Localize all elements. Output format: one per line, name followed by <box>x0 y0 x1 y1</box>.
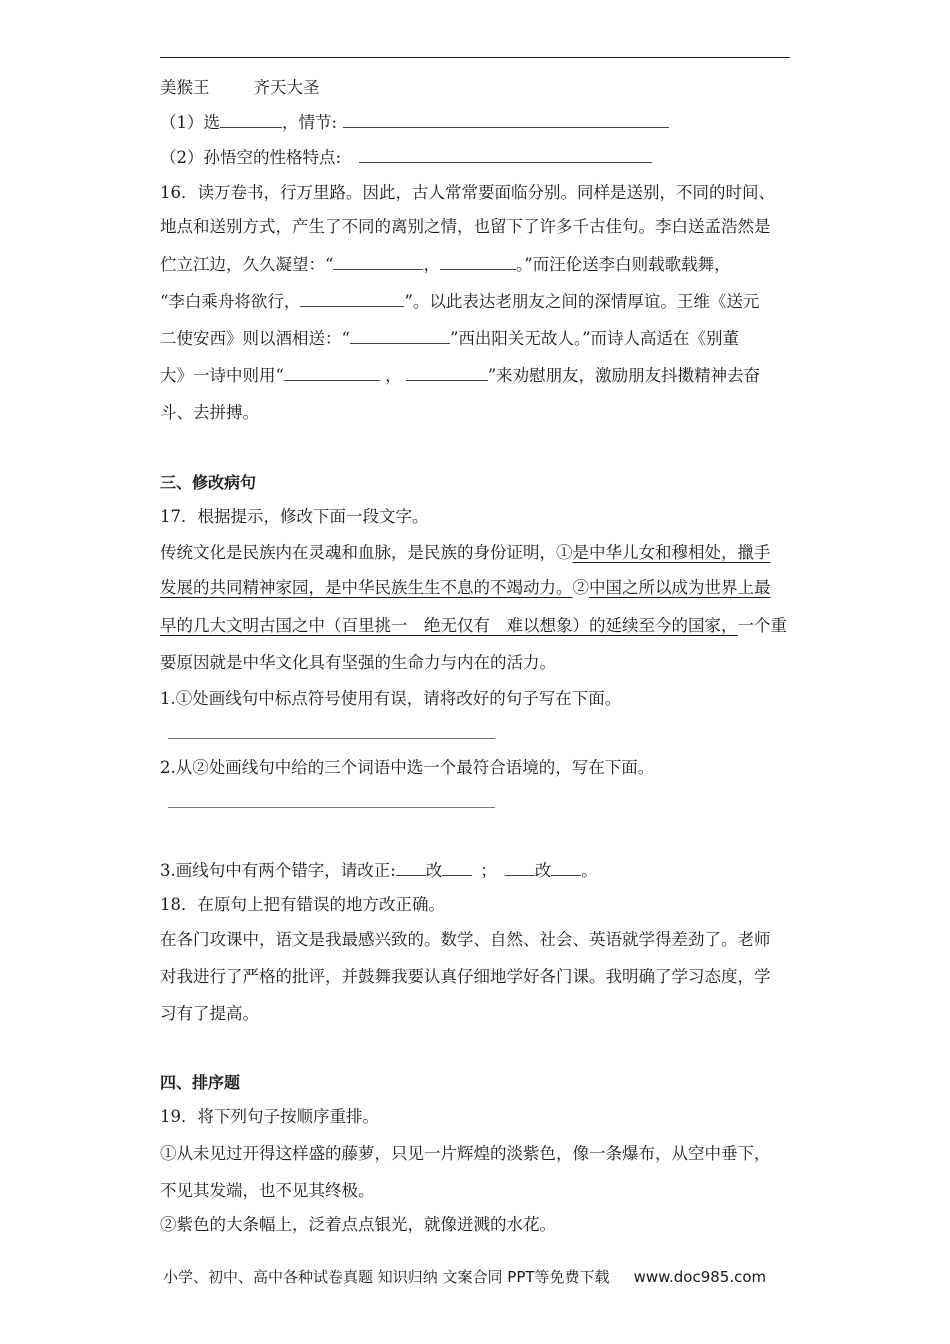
section-heading: 四、排序题 <box>160 1073 241 1092</box>
wrong-char-blank-2[interactable] <box>505 861 535 876</box>
q17-text: ② <box>572 578 589 597</box>
underlined-text: 发展的共同精神家园，是中华民族生生不息的不竭动力。 <box>160 578 573 597</box>
q18-prompt: 18．在原句上把有错误的地方改正确。 <box>160 895 445 914</box>
q16-text: 大》一诗中则用“ <box>160 366 284 385</box>
sub1-mid: ，情节: <box>282 113 338 132</box>
q16-line3 <box>160 255 731 275</box>
q17-text: 。 <box>581 861 598 880</box>
q15-options <box>160 78 320 98</box>
q16-line7 <box>160 403 259 423</box>
q17-para-line4: 要原因就是中华文化具有坚强的生命力与内在的活力。 <box>160 653 556 672</box>
q16-text: ， <box>423 255 440 274</box>
underlined-text: 早的几大文明古国之中（百里挑一 绝无仅有 难以想象）的延续至今的国家 <box>160 616 721 635</box>
correct-char-blank-2[interactable] <box>551 861 581 876</box>
q15-sub2 <box>160 148 652 168</box>
q17-sub1: 1.①处画线句中标点符号使用有误，请将改好的句子写在下面。 <box>160 689 622 708</box>
q16-text: ”来劝慰朋友，激励朋友抖擞精神去奋 <box>487 366 761 385</box>
header-rule <box>160 57 790 58</box>
q19-prompt: 19．将下列句子按顺序重排。 <box>160 1107 379 1126</box>
q16-text: ”西出阳关无故人。”而诗人高适在《别董 <box>449 329 740 348</box>
poem-blank-5[interactable] <box>284 366 380 381</box>
character-blank[interactable] <box>359 148 652 163</box>
q16-text: “李白乘舟将欲行， <box>160 292 301 311</box>
poem-blank-2[interactable] <box>440 255 516 270</box>
correct-char-blank-1[interactable] <box>442 861 472 876</box>
q17-text: 改 <box>425 861 443 880</box>
q17-text: 传统文化是民族内在灵魂和血脉，是民族的身份证明，① <box>160 543 573 562</box>
underlined-text: ， <box>721 616 738 635</box>
q17-para-line3 <box>160 616 787 636</box>
q16-text: 地点和送别方式，产生了不同的离别之情，也留下了许多千古佳句。李白送孟浩然是 <box>160 217 771 236</box>
q16-text: 伫立江边，久久凝望：“ <box>160 255 334 274</box>
wrong-char-blank-1[interactable] <box>396 861 426 876</box>
q18-line3: 习有了提高。 <box>160 1004 259 1023</box>
footer-text: 小学、初中、高中各种试卷真题 知识归纳 文案合同 PPT等免费下载 <box>163 1268 610 1286</box>
q16-line1 <box>160 183 775 203</box>
q17-text: ； <box>480 861 497 880</box>
q17-para-line2 <box>160 578 771 598</box>
q17-text: 改 <box>534 861 552 880</box>
q19-item2: ②紫色的大条幅上，泛着点点银光，就像迸溅的水花。 <box>160 1215 556 1234</box>
q18-line1: 在各门攻课中，语文是我最感兴致的。数学、自然、社会、英语就学得差劲了。老师 <box>160 930 771 949</box>
poem-blank-4[interactable] <box>350 329 450 344</box>
q17-sub2: 2.从②处画线句中给的三个词语中选一个最符合语境的，写在下面。 <box>160 758 655 777</box>
underlined-text: 中国之所以成为世界上最 <box>589 578 771 597</box>
option-b: 齐天大圣 <box>253 78 320 97</box>
answer-line-2[interactable] <box>168 807 495 808</box>
q17-sub3 <box>160 861 598 881</box>
underlined-text: 是中华儿女和穆相处，擸手 <box>572 543 771 562</box>
q16-text: 。”而汪伦送李白则载歌载舞， <box>515 255 731 274</box>
choice-blank[interactable] <box>220 113 282 128</box>
q16-line4 <box>160 292 759 312</box>
section-heading: 三、修改病句 <box>160 473 257 492</box>
q17-text: 3.画线句中有两个错字，请改正: <box>160 861 396 880</box>
q17-text: 一个重 <box>737 616 787 635</box>
answer-line-1[interactable] <box>168 738 495 739</box>
sub1-prefix: （1）选 <box>160 113 220 132</box>
q16-line6 <box>160 366 760 386</box>
q16-text: 二使安西》则以酒相送：“ <box>160 329 350 348</box>
q16-line2 <box>160 217 771 237</box>
option-a: 美猴王 <box>160 78 210 97</box>
q16-line5 <box>160 329 739 349</box>
poem-blank-6[interactable] <box>406 366 488 381</box>
poem-blank-1[interactable] <box>333 255 423 270</box>
footer <box>163 1266 766 1287</box>
q18-line2: 对我进行了严格的批评，并鼓舞我要认真仔细地学好各门课。我明确了学习态度，学 <box>160 967 771 986</box>
q17-prompt: 17．根据提示，修改下面一段文字。 <box>160 507 429 526</box>
poem-blank-3[interactable] <box>300 292 404 307</box>
q19-item1-line2: 不见其发端，也不见其终极。 <box>160 1181 375 1200</box>
q16-text: 16．读万卷书，行万里路。因此，古人常常要面临分别。同样是送别，不同的时间、 <box>160 183 775 202</box>
q16-text: 斗、去拼搏。 <box>160 403 259 422</box>
footer-url[interactable]: www.doc985.com <box>633 1268 767 1286</box>
plot-blank[interactable] <box>343 113 669 128</box>
q16-text: ， <box>379 366 402 385</box>
q16-text: ”。以此表达老朋友之间的深情厚谊。王维《送元 <box>404 292 760 311</box>
sub2-text: （2）孙悟空的性格特点: <box>160 148 342 167</box>
q19-item1-line1: ①从未见过开得这样盛的藤萝，只见一片辉煌的淡紫色，像一条爆布，从空中垂下， <box>160 1144 771 1163</box>
q15-sub1 <box>160 113 669 133</box>
q17-para-line1 <box>160 543 771 563</box>
